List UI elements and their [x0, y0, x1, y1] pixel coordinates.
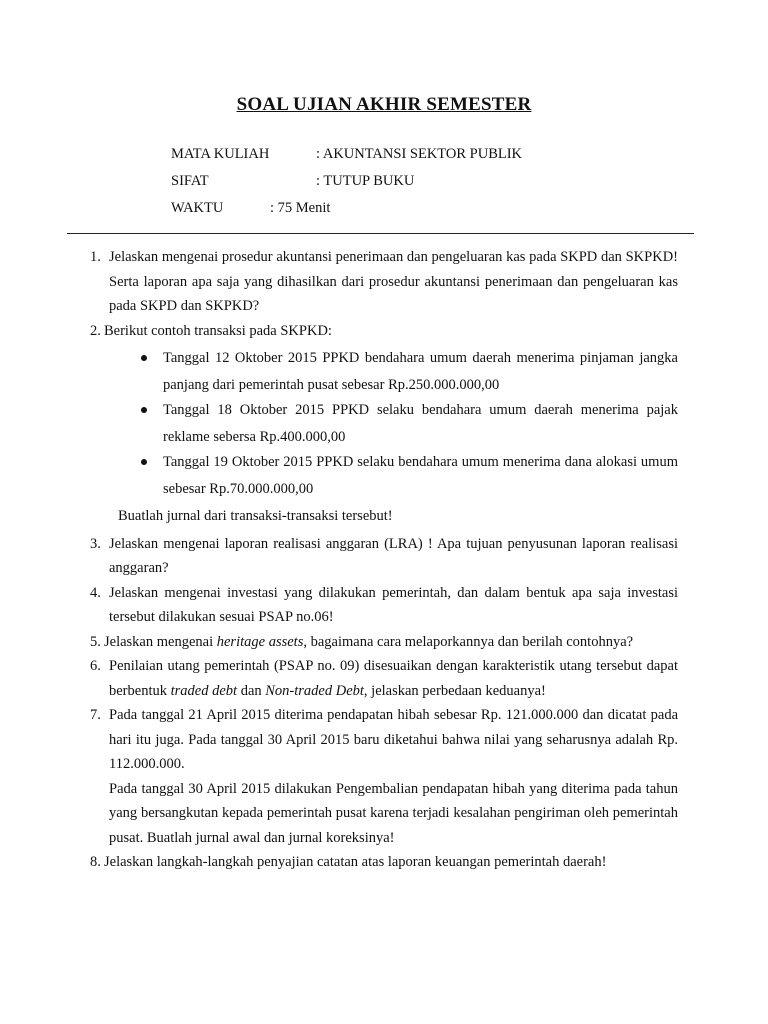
question-text	[104, 630, 678, 655]
transaction-list	[90, 345, 678, 502]
meta-value: : TUTUP BUKU	[316, 173, 415, 189]
question-number: 3.	[90, 535, 101, 552]
question-text: Pada tanggal 21 April 2015 diterima pendapatan hibah sebesar Rp. 121.000.000 dan dicatat pada hari itu juga. Pada tanggal 30 April 2015 baru diketahui bahwa nilai yang seharusnya adalah Rp. 112.000.000.	[109, 707, 678, 772]
question-number: 6.	[90, 658, 101, 674]
question-2-instruction: Buatlah jurnal dari transaksi-transaksi tersebut!	[118, 508, 393, 524]
text-segment: Penilaian utang pemerintah (PSAP no. 09) disesuaikan dengan karakteristik utang tersebut dapat berbentuk	[109, 658, 678, 699]
transaction-text: Tanggal 18 Oktober 2015 PPKD selaku bendahara umum daerah menerima pajak reklame sebersa Rp.400.000,00	[163, 402, 678, 445]
question-text: Jelaskan langkah-langkah penyajian catatan atas laporan keuangan pemerintah daerah!	[104, 854, 607, 870]
question-number: 8.	[90, 854, 101, 870]
transaction-item	[163, 345, 678, 398]
question-number: 7.	[90, 707, 101, 723]
bullet-icon	[141, 355, 147, 361]
header-divider	[67, 233, 694, 234]
question-3	[90, 532, 678, 581]
meta-value: : 75 Menit	[270, 200, 331, 216]
bullet-icon	[141, 459, 147, 465]
meta-label: MATA KULIAH	[171, 146, 270, 162]
question-text	[109, 654, 678, 703]
question-number: 1.	[90, 249, 101, 265]
meta-label: WAKTU	[171, 200, 224, 216]
meta-label: SIFAT	[171, 173, 209, 189]
question-number: 4.	[90, 584, 101, 601]
question-6	[90, 654, 678, 703]
text-segment: Jelaskan mengenai	[104, 633, 217, 650]
question-8	[90, 850, 678, 875]
meta-value: : AKUNTANSI SEKTOR PUBLIK	[316, 146, 523, 162]
question-1	[90, 245, 678, 319]
bullet-icon	[141, 407, 147, 413]
text-segment: dan	[237, 682, 266, 699]
question-text: Jelaskan mengenai prosedur akuntansi penerimaan dan pengeluaran kas pada SKPD dan SKPKD! Serta laporan apa saja yang dihasilkan dari prosedur akuntansi penerimaan dan pengeluaran kas pada SKPD dan SKPKD?	[109, 249, 678, 314]
question-5	[90, 630, 678, 655]
transaction-text: Tanggal 19 Oktober 2015 PPKD selaku bendahara umum menerima dana alokasi umum sebesar Rp.70.000.000,00	[163, 454, 678, 497]
question-list	[90, 245, 678, 875]
exam-title: SOAL UJIAN AKHIR SEMESTER	[236, 94, 532, 115]
text-segment: , jelaskan perbedaan keduanya!	[363, 682, 546, 699]
question-4	[90, 581, 678, 630]
transaction-text: Tanggal 12 Oktober 2015 PPKD bendahara umum daerah menerima pinjaman jangka panjang dari pemerintah pusat sebesar Rp.250.000.000,00	[163, 350, 678, 393]
question-text: Berikut contoh transaksi pada SKPKD:	[104, 322, 332, 339]
question-text-continued: Pada tanggal 30 April 2015 dilakukan Pengembalian pendapatan hibah yang diterima pada tahun yang bersangkutan kepada pemerintah pusat karena terjadi kesalahan pengiriman oleh pemerintah pusat. Buatlah jurnal awal dan jurnal koreksinya!	[109, 780, 678, 846]
italic-term: traded debt	[170, 682, 238, 699]
question-number: 2.	[90, 322, 101, 339]
italic-term: heritage assets	[216, 633, 304, 650]
question-2	[90, 319, 678, 344]
question-7	[90, 703, 678, 850]
italic-term: Non-traded Debt	[265, 682, 364, 699]
question-text: Jelaskan mengenai investasi yang dilakukan pemerintah, dan dalam bentuk apa saja investasi tersebut dilakukan sesuai PSAP no.06!	[109, 584, 678, 625]
text-segment: , bagaimana cara melaporkannya dan berilah contohnya?	[303, 633, 634, 650]
transaction-item	[163, 449, 678, 502]
question-text: Jelaskan mengenai laporan realisasi anggaran (LRA) ! Apa tujuan penyusunan laporan realisasi anggaran?	[109, 535, 678, 576]
transaction-item	[163, 397, 678, 450]
question-number: 5.	[90, 633, 101, 650]
